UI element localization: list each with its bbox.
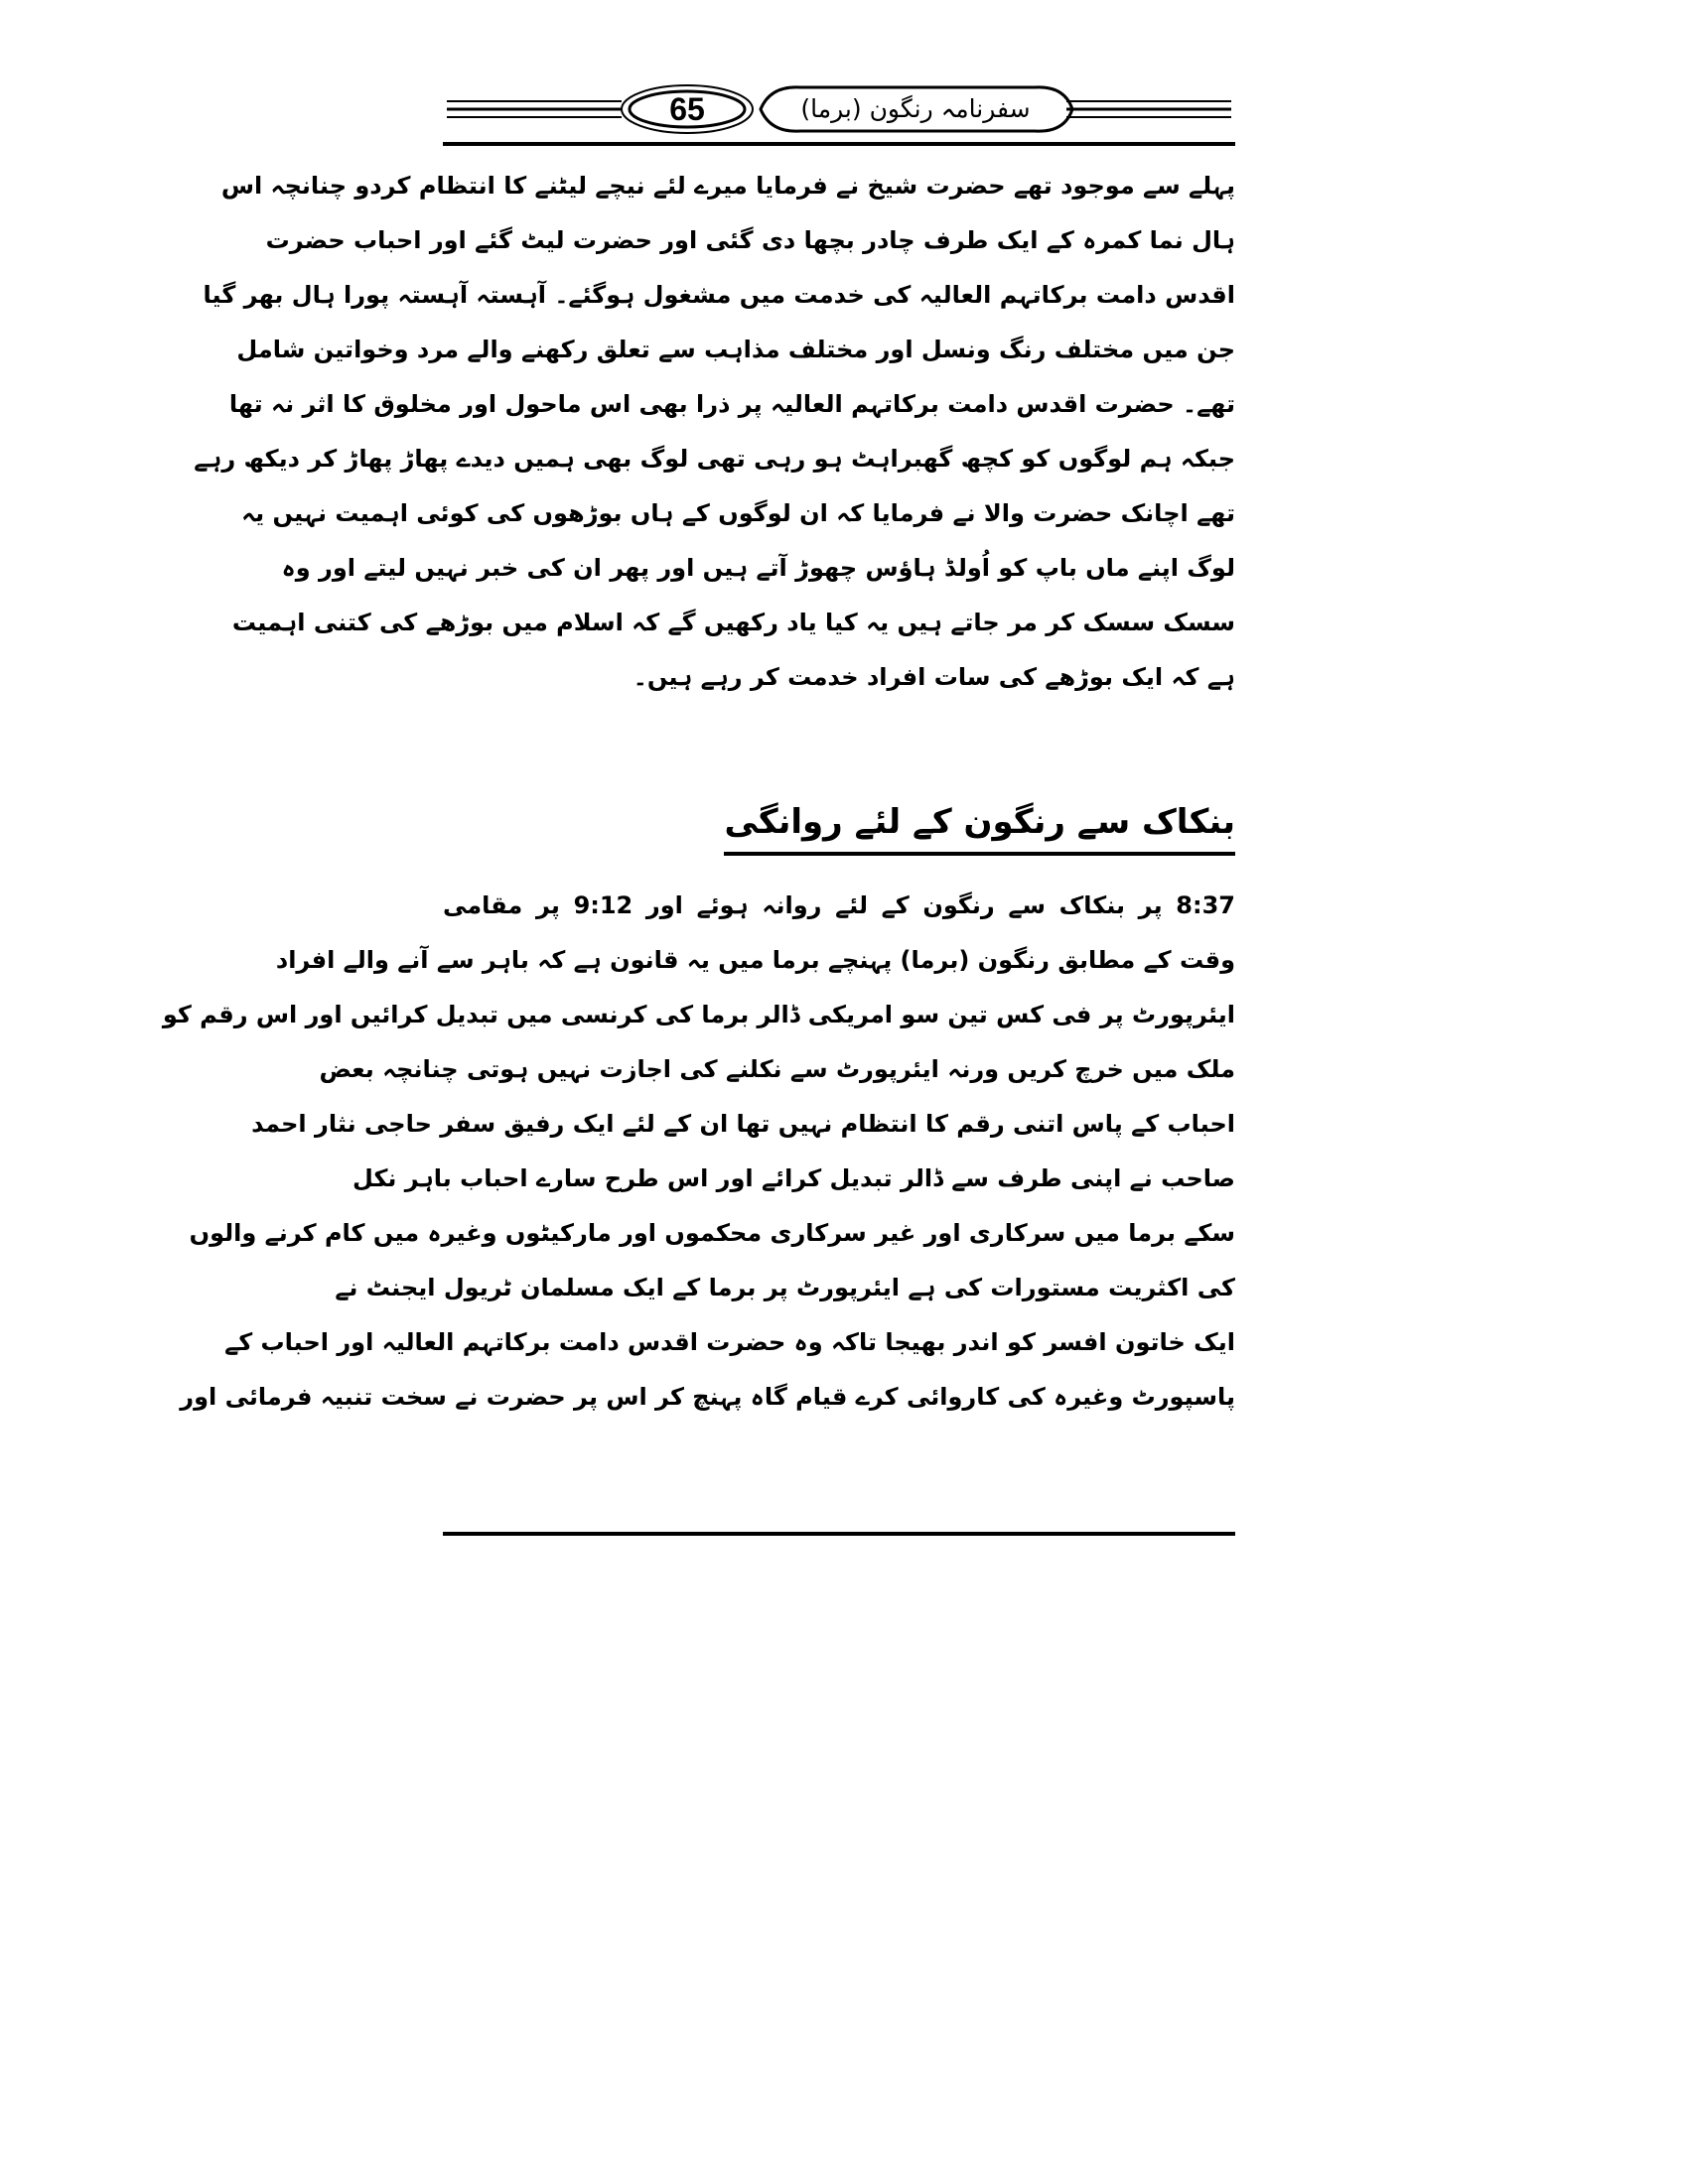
text-line: ایک خاتون افسر کو اندر بھیجا تاکہ وہ حضرت اقدس دامت برکاتہم العالیہ اور احباب کے (224, 1328, 1235, 1356)
text-line: تھے اچانک حضرت والا نے فرمایا کہ ان لوگوں کے ہاں بوڑھوں کی کوئی اہمیت نہیں یہ (241, 499, 1235, 527)
text-line: پاسپورٹ وغیرہ کی کاروائی کرے قیام گاہ پہنچ کر اس پر حضرت نے سخت تنبیہ فرمائی اور (180, 1383, 1235, 1411)
header-rule (443, 142, 1235, 146)
text-line: جبکہ ہم لوگوں کو کچھ گھبراہٹ ہو رہی تھی لوگ بھی ہمیں دیدے پھاڑ پھاڑ کر دیکھ رہے (194, 445, 1235, 473)
text-line: کی اکثریت مستورات کی ہے ایئرپورٹ پر برما کے ایک مسلمان ٹریول ایجنٹ نے (335, 1274, 1235, 1301)
text-line: ہے کہ ایک بوڑھے کی سات افراد خدمت کر رہے ہیں۔ (633, 663, 1235, 691)
running-header (443, 79, 1235, 145)
text-line: ایئرپورٹ پر فی کس تین سو امریکی ڈالر برما کی کرنسی میں تبدیل کرائیں اور اس رقم کو (162, 1001, 1235, 1028)
text-line: سکے برما میں سرکاری اور غیر سرکاری محکموں اور مارکیٹوں وغیرہ میں کام کرنے والوں (189, 1219, 1235, 1247)
section-heading-wrap (443, 794, 1235, 862)
page-number: 65 (669, 91, 705, 127)
paragraph-2 (162, 879, 1235, 1425)
text-line: احباب کے پاس اتنی رقم کا انتظام نہیں تھا ان کے لئے ایک رفیق سفر حاجی نثار احمد (251, 1110, 1235, 1138)
text-line: تھے۔ حضرت اقدس دامت برکاتہم العالیہ پر ذرا بھی اس ماحول اور مخلوق کا اثر نہ تھا (228, 390, 1235, 418)
text-line: وقت کے مطابق رنگون (برما) پہنچے برما میں یہ قانون ہے کہ باہر سے آنے والے افراد (275, 946, 1235, 974)
text-line: جن میں مختلف رنگ ونسل اور مختلف مذاہب سے تعلق رکھنے والے مرد وخواتین شامل (236, 336, 1235, 363)
text-line: سسک سسک کر مر جاتے ہیں یہ کیا یاد رکھیں گے کہ اسلام میں بوڑھے کی کتنی اہمیت (231, 609, 1235, 636)
text-line: ملک میں خرچ کریں ورنہ ایئرپورٹ سے نکلنے کی اجازت نہیں ہوتی چنانچہ بعض (319, 1055, 1235, 1083)
text-line: لوگ اپنے ماں باپ کو اُولڈ ہاؤس چھوڑ آتے ہیں اور پھر ان کی خبر نہیں لیتے اور وہ (281, 554, 1235, 582)
text-line: ہال نما کمرہ کے ایک طرف چادر بچھا دی گئی اور حضرت لیٹ گئے اور احباب حضرت (265, 226, 1235, 254)
text-line: پہلے سے موجود تھے حضرت شیخ نے فرمایا میرے لئے نیچے لیٹنے کا انتظام کردو چنانچہ اس (220, 172, 1235, 200)
section-heading: بنکاک سے رنگون کے لئے روانگی (724, 794, 1235, 856)
running-title: سفرنامہ رنگون (برما) (800, 94, 1031, 123)
text-line: صاحب نے اپنی طرف سے ڈالر تبدیل کرائے اور اس طرح سارے احباب باہر نکل (352, 1164, 1235, 1192)
footer-rule (443, 1532, 1235, 1536)
text-line: 8:37 پر بنکاک سے رنگون کے لئے روانہ ہوئے اور 9:12 پر مقامی (443, 891, 1235, 919)
paragraph-1 (194, 159, 1235, 705)
text-line: اقدس دامت برکاتہم العالیہ کی خدمت میں مشغول ہوگئے۔ آہستہ آہستہ پورا ہال بھر گیا (203, 281, 1235, 309)
